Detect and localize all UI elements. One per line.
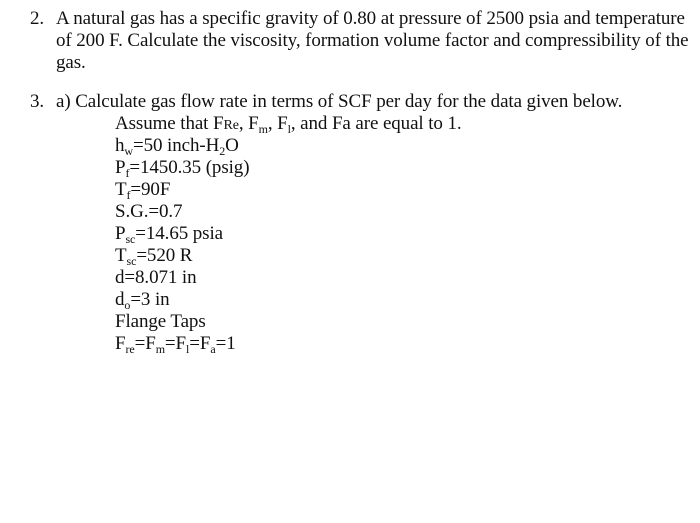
factors-f2: =F [134, 333, 156, 354]
tf-sub: f [126, 188, 131, 202]
pf-line [115, 157, 462, 179]
tsc-base: T [115, 245, 127, 266]
given-data-list [115, 113, 462, 355]
psc-base: P [115, 223, 126, 244]
question-2-line-3: gas. [56, 52, 86, 73]
factors-s1: re [125, 342, 135, 356]
pf-sub: f [125, 166, 130, 180]
factors-s3: l [186, 342, 190, 356]
do-rest: =3 in [130, 289, 170, 310]
tsc-line [115, 245, 462, 267]
assume-sub-l: l [287, 122, 291, 136]
hw-sub: w [124, 144, 133, 158]
tf-base: T [115, 179, 127, 200]
assume-text-a: Assume that F [115, 113, 224, 134]
hw-line [115, 135, 462, 157]
question-3-line-1: a) Calculate gas flow rate in terms of SCF per day for the data given below. [56, 91, 623, 112]
factors-f3: =F [164, 333, 187, 354]
pf-base: P [115, 157, 126, 178]
do-sub: o [124, 298, 131, 312]
question-2-line-2: of 200 F. Calculate the viscosity, formation volume factor and compressibility of the [56, 30, 689, 51]
flange-line: Flange Taps [115, 311, 206, 332]
tf-line [115, 179, 462, 201]
assume-line [115, 113, 462, 135]
tf-rest: =90F [130, 179, 171, 200]
psc-sub: sc [125, 232, 136, 246]
hw-rest-2: O [225, 135, 239, 156]
assume-sub-re: Re [223, 118, 239, 133]
factors-end: =1 [215, 333, 236, 354]
assume-sub-m: m [258, 122, 268, 136]
tsc-sub: sc [126, 254, 137, 268]
psc-line [115, 223, 462, 245]
factors-s4: a [210, 342, 216, 356]
factors-f1: F [115, 333, 126, 354]
question-2-number: 2. [30, 8, 45, 29]
hw-sub-2: 2 [219, 144, 226, 158]
question-3-number: 3. [30, 91, 45, 112]
sg-line: S.G.=0.7 [115, 201, 183, 222]
tsc-rest: =520 R [136, 245, 193, 266]
psc-rest: =14.65 psia [135, 223, 223, 244]
question-2-line-1: A natural gas has a specific gravity of 0.80 at pressure of 2500 psia and temperature [56, 8, 685, 29]
do-base: d [115, 289, 125, 310]
assume-text-d: , and Fa are equal to 1. [290, 113, 462, 134]
pf-rest: =1450.35 (psig) [129, 157, 250, 178]
hw-base: h [115, 135, 125, 156]
hw-rest-1: =50 inch-H [132, 135, 220, 156]
assume-text-c: , F [267, 113, 288, 134]
d-line: d=8.071 in [115, 267, 197, 288]
factors-line [115, 333, 462, 355]
do-line [115, 289, 462, 311]
factors-s2: m [155, 342, 165, 356]
factors-f4: =F [189, 333, 211, 354]
assume-text-b: , F [238, 113, 259, 134]
